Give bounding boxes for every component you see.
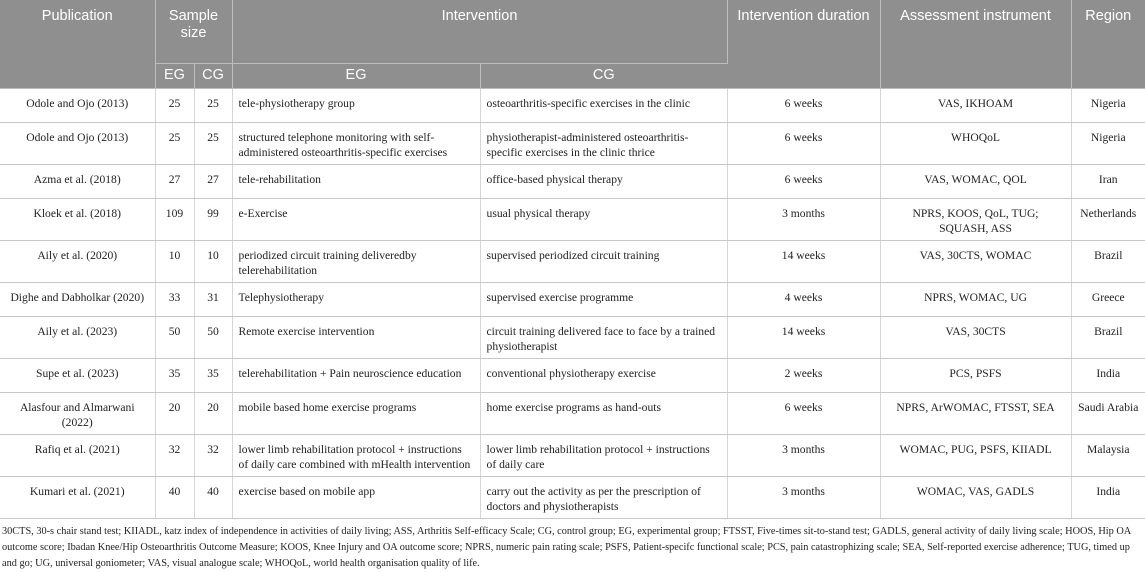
cell-eg: telerehabilitation + Pain neuroscience education [232,359,480,393]
header-sample-size: Sample size [155,0,232,64]
cell-region: Iran [1071,165,1145,199]
cell-duration: 6 weeks [727,123,880,165]
cell-region: Greece [1071,283,1145,317]
cell-instrument: PCS, PSFS [880,359,1071,393]
cell-cg: office-based physical therapy [480,165,727,199]
header-sample-cg: CG [194,64,232,89]
cell-duration: 6 weeks [727,165,880,199]
cell-region: Netherlands [1071,199,1145,241]
cell-instrument: VAS, 30CTS, WOMAC [880,241,1071,283]
cell-cg-n: 10 [194,241,232,283]
cell-instrument: WOMAC, PUG, PSFS, KIIADL [880,435,1071,477]
cell-cg-n: 31 [194,283,232,317]
cell-eg-n: 10 [155,241,194,283]
cell-region: Brazil [1071,241,1145,283]
cell-instrument: VAS, 30CTS [880,317,1071,359]
cell-cg-n: 40 [194,477,232,519]
cell-eg-n: 32 [155,435,194,477]
cell-eg-n: 40 [155,477,194,519]
table-row [0,199,1145,241]
cell-publication: Aily et al. (2020) [0,241,155,283]
cell-region: Nigeria [1071,89,1145,123]
cell-cg-n: 35 [194,359,232,393]
table-row [0,477,1145,519]
cell-eg: periodized circuit training deliveredby telerehabilitation [232,241,480,283]
cell-cg: lower limb rehabilitation protocol + instructions of daily care [480,435,727,477]
cell-cg-n: 27 [194,165,232,199]
cell-cg-n: 20 [194,393,232,435]
cell-instrument: NPRS, ArWOMAC, FTSST, SEA [880,393,1071,435]
cell-instrument: VAS, WOMAC, QOL [880,165,1071,199]
header-sample-eg: EG [155,64,194,89]
header-publication: Publication [0,0,155,89]
table-row [0,359,1145,393]
cell-cg: conventional physiotherapy exercise [480,359,727,393]
cell-eg-n: 25 [155,89,194,123]
table-body [0,89,1145,519]
header-intervention-cg: CG [480,64,727,89]
cell-eg: Telephysiotherapy [232,283,480,317]
cell-eg: Remote exercise intervention [232,317,480,359]
cell-eg-n: 33 [155,283,194,317]
cell-cg: carry out the activity as per the prescription of doctors and physiotherapists [480,477,727,519]
cell-eg: exercise based on mobile app [232,477,480,519]
cell-cg: circuit training delivered face to face by a trained physiotherapist [480,317,727,359]
cell-cg: usual physical therapy [480,199,727,241]
cell-region: Nigeria [1071,123,1145,165]
cell-publication: Odole and Ojo (2013) [0,123,155,165]
cell-cg-n: 50 [194,317,232,359]
cell-publication: Rafiq et al. (2021) [0,435,155,477]
cell-duration: 3 months [727,435,880,477]
cell-publication: Odole and Ojo (2013) [0,89,155,123]
cell-duration: 14 weeks [727,241,880,283]
cell-cg: supervised exercise programme [480,283,727,317]
cell-eg: tele-rehabilitation [232,165,480,199]
header-region: Region [1071,0,1145,89]
cell-eg-n: 27 [155,165,194,199]
table-row [0,283,1145,317]
header-intervention: Intervention [232,0,727,64]
table-row [0,241,1145,283]
table-row [0,317,1145,359]
cell-publication: Alasfour and Almarwani (2022) [0,393,155,435]
cell-region: Saudi Arabia [1071,393,1145,435]
header-intervention-eg: EG [232,64,480,89]
cell-duration: 2 weeks [727,359,880,393]
cell-instrument: VAS, IKHOAM [880,89,1071,123]
cell-cg-n: 99 [194,199,232,241]
table-row [0,393,1145,435]
cell-region: Malaysia [1071,435,1145,477]
cell-cg-n: 25 [194,89,232,123]
cell-duration: 3 months [727,199,880,241]
cell-publication: Aily et al. (2023) [0,317,155,359]
table-row [0,435,1145,477]
cell-eg: e-Exercise [232,199,480,241]
cell-region: India [1071,477,1145,519]
cell-eg: structured telephone monitoring with self-administered osteoarthritis-specific exercises [232,123,480,165]
cell-eg-n: 109 [155,199,194,241]
cell-region: Brazil [1071,317,1145,359]
cell-publication: Kloek et al. (2018) [0,199,155,241]
cell-duration: 14 weeks [727,317,880,359]
header-duration: Intervention duration [727,0,880,89]
cell-duration: 4 weeks [727,283,880,317]
cell-publication: Azma et al. (2018) [0,165,155,199]
table-row [0,165,1145,199]
cell-eg: mobile based home exercise programs [232,393,480,435]
header-instrument: Assessment instrument [880,0,1071,89]
cell-cg: osteoarthritis-specific exercises in the clinic [480,89,727,123]
cell-publication: Dighe and Dabholkar (2020) [0,283,155,317]
cell-eg-n: 25 [155,123,194,165]
cell-publication: Kumari et al. (2021) [0,477,155,519]
cell-region: India [1071,359,1145,393]
cell-cg: physiotherapist-administered osteoarthritis-specific exercises in the clinic thrice [480,123,727,165]
cell-eg-n: 35 [155,359,194,393]
cell-publication: Supe et al. (2023) [0,359,155,393]
cell-instrument: NPRS, WOMAC, UG [880,283,1071,317]
cell-cg-n: 25 [194,123,232,165]
cell-instrument: NPRS, KOOS, QoL, TUG; SQUASH, ASS [880,199,1071,241]
cell-eg-n: 20 [155,393,194,435]
cell-cg-n: 32 [194,435,232,477]
cell-eg-n: 50 [155,317,194,359]
table-header [0,0,1145,89]
table-row [0,89,1145,123]
cell-instrument: WHOQoL [880,123,1071,165]
cell-cg: home exercise programs as hand-outs [480,393,727,435]
table-row [0,123,1145,165]
cell-duration: 6 weeks [727,89,880,123]
cell-duration: 6 weeks [727,393,880,435]
cell-duration: 3 months [727,477,880,519]
cell-instrument: WOMAC, VAS, GADLS [880,477,1071,519]
cell-eg: tele-physiotherapy group [232,89,480,123]
cell-eg: lower limb rehabilitation protocol + instructions of daily care combined with mHealth intervention [232,435,480,477]
table-footnote: 30CTS, 30-s chair stand test; KIIADL, katz index of independence in activities of daily living; ASS, Arthritis Self-efficacy Scale; CG, control group; EG, experimental group; FTSST, Five-times sit-to-stand test; GADLS, general activity of daily living scale; HOOS, Hip OA outcome score; Ibadan Knee/Hip Osteoarthritis Outcome Measure; KOOS, Knee Injury and OA outcome score; NPRS, numeric pain rating scale; PSFS, Patient-specifc functional scale; PCS, pain catastrophizing scale; SEA, Self-reported exercise adherence; TUG, timed up and go; UG, universal goniometer; VAS, visual analogue scale; WHOQoL, world health organisation quality of life. [2,526,1131,569]
cell-cg: supervised periodized circuit training [480,241,727,283]
